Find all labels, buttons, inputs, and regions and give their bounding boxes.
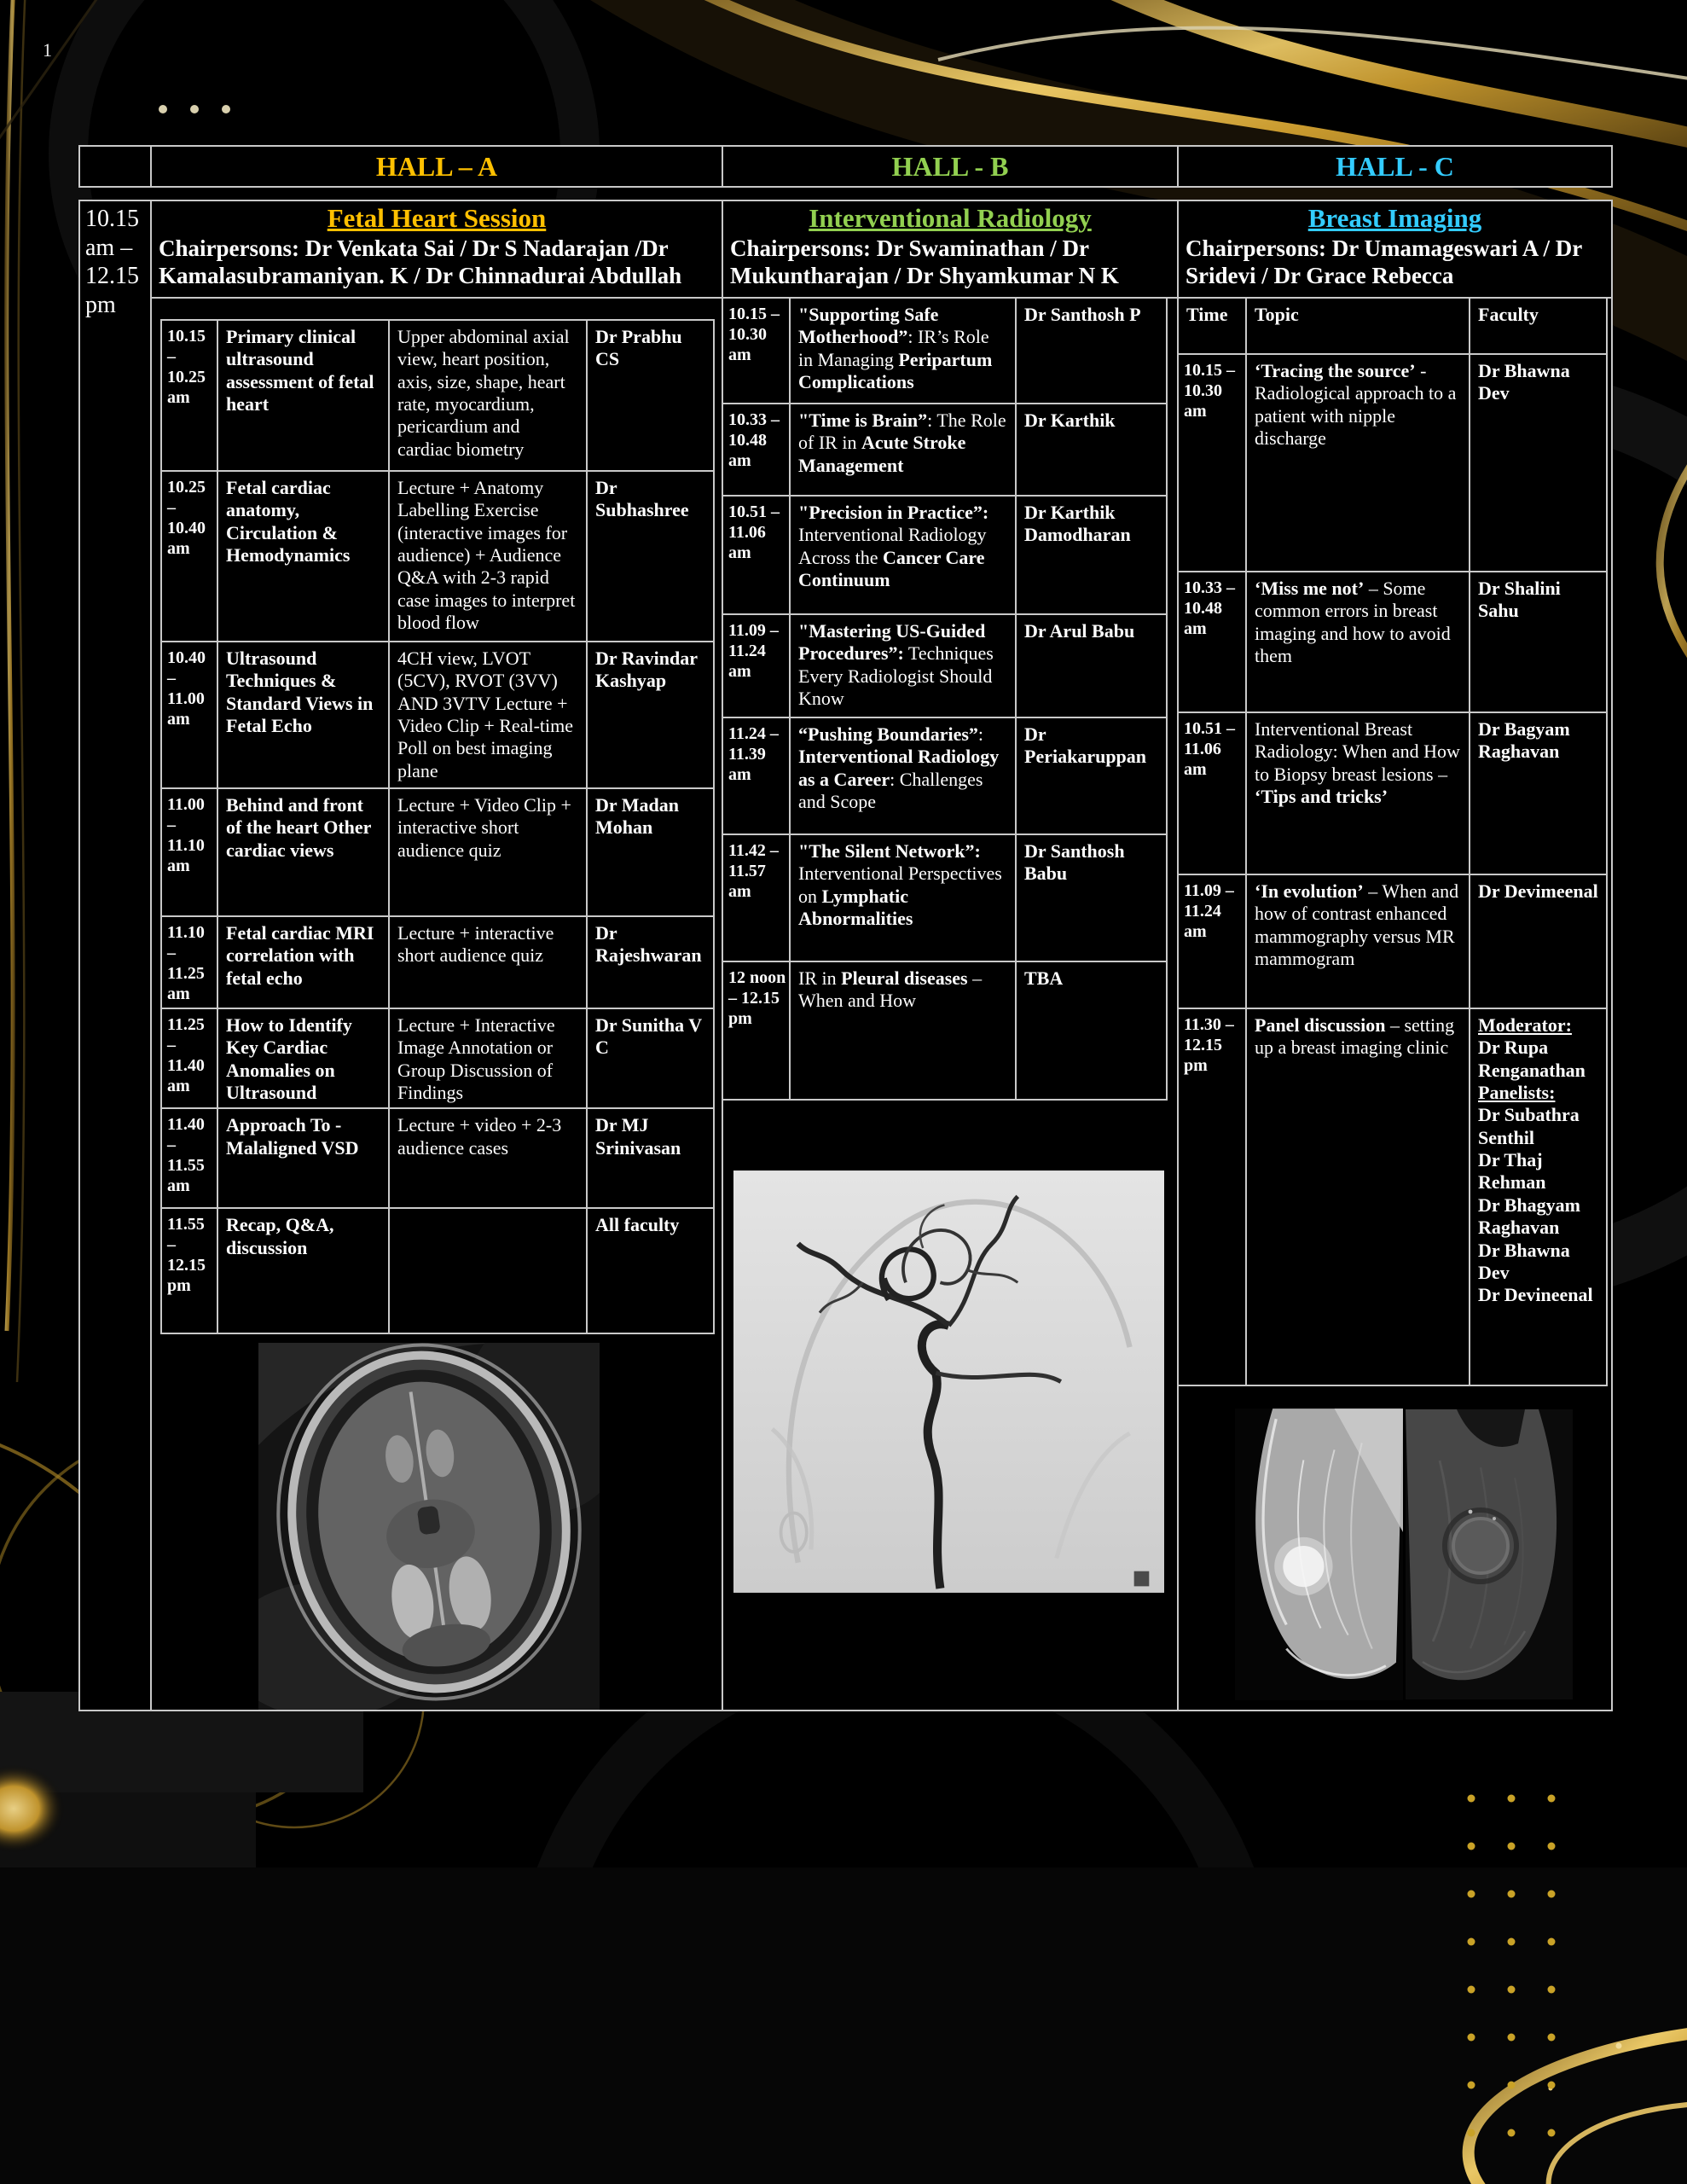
session-faculty-cell: Dr Arul Babu <box>1015 615 1168 717</box>
table-row <box>1179 1008 1606 1385</box>
table-row <box>723 299 1166 403</box>
session-faculty-cell: Dr Rajeshwaran <box>586 917 716 1008</box>
session-topic-cell: ‘In evolution’ – When and how of contrast enhanced mammography versus MR mammogram <box>1245 875 1469 1008</box>
session-description-cell: Lecture + Interactive Image Annotation or Group Discussion of Findings <box>388 1009 586 1108</box>
session-topic-cell: Recap, Q&A, discussion <box>217 1209 388 1333</box>
session-description-cell: Lecture + video + 2-3 audience cases <box>388 1109 586 1207</box>
mammogram-images <box>1235 1409 1611 1700</box>
table-row <box>1179 571 1606 712</box>
table-row <box>723 961 1166 1099</box>
session-faculty-cell: Dr Ravindar Kashyap <box>586 642 716 787</box>
session-time-cell: 11.30 – 12.15 pm <box>1184 1014 1234 1075</box>
hall-c-session-title: Breast Imaging <box>1307 203 1482 233</box>
session-time-cell: 10.25 – 10.40 am <box>167 477 206 558</box>
table-row <box>723 613 1166 717</box>
session-topic-cell: Approach To - Malaligned VSD <box>217 1109 388 1207</box>
table-row <box>723 495 1166 613</box>
table-row <box>162 787 713 915</box>
table-row <box>162 470 713 641</box>
hall-b-session-title: Interventional Radiology <box>809 203 1092 233</box>
session-topic-cell: "Supporting Safe Motherhood”: IR’s Role in Managing Peripartum Complications <box>789 299 1015 403</box>
session-faculty-cell: All faculty <box>586 1209 716 1333</box>
table-row <box>723 834 1166 961</box>
session-topic-cell: "Time is Brain”: The Role of IR in Acute Stroke Management <box>789 404 1015 495</box>
session-time-cell: 10.51 – 11.06 am <box>728 502 780 562</box>
table-row <box>1179 874 1606 1008</box>
session-description-cell: Lecture + Video Clip + interactive short audience quiz <box>388 789 586 915</box>
hall-a-chairpersons: Chairpersons: Dr Venkata Sai / Dr S Nadarajan /Dr Kamalasubramaniyan. K / Dr Chinnadurai Abdullah <box>159 235 682 288</box>
session-topic-cell: Panel discussion – setting up a breast imaging clinic <box>1245 1009 1469 1385</box>
table-row <box>1179 712 1606 874</box>
fetal-cardiac-mri-image <box>258 1343 600 1710</box>
session-time-cell: 10.51 – 11.06 am <box>1184 718 1235 779</box>
session-time-cell: 11.42 – 11.57 am <box>728 840 779 901</box>
cerebral-angiogram-image <box>733 1170 1164 1593</box>
schedule-table <box>78 145 1613 1711</box>
mammogram-image-right <box>1406 1409 1573 1700</box>
session-faculty-cell: Dr Subhashree <box>586 472 716 641</box>
table-row <box>162 321 713 470</box>
session-faculty-cell: TBA <box>1015 962 1168 1099</box>
hall-b-chairpersons: Chairpersons: Dr Swaminathan / Dr Mukuntharajan / Dr Shyamkumar N K <box>730 235 1119 288</box>
page-number: 1 <box>43 39 52 61</box>
faculty-column-header: Faculty <box>1469 299 1608 353</box>
session-topic-cell: ‘Miss me not’ – Some common errors in breast imaging and how to avoid them <box>1245 572 1469 712</box>
session-time-cell: 11.25 – 11.40 am <box>167 1014 205 1095</box>
session-faculty-cell: Dr Prabhu CS <box>586 321 716 470</box>
session-faculty-cell: Dr Devimeenal <box>1469 875 1608 1008</box>
session-time-cell: 10.15 – 10.30 am <box>728 304 780 364</box>
session-time-cell: 12 noon – 12.15 pm <box>728 967 786 1028</box>
hall-a-session-table <box>160 319 715 1335</box>
session-faculty-cell: Dr Periakaruppan <box>1015 718 1168 834</box>
hall-c-chairpersons: Chairpersons: Dr Umamageswari A / Dr Sridevi / Dr Grace Rebecca <box>1186 235 1582 288</box>
session-time-cell: 10.15 – 10.25 am <box>167 326 206 407</box>
session-time-cell: 10.40 – 11.00 am <box>167 648 206 729</box>
schedule-body <box>78 200 1613 1711</box>
session-topic-cell: "Precision in Practice”: Interventional Radiology Across the Cancer Care Continuum <box>789 497 1015 613</box>
hall-a-session-head <box>152 201 722 299</box>
session-description-cell: Upper abdominal axial view, heart position, axis, size, shape, heart rate, myocardium, pericardium and cardiac biometry <box>388 321 586 470</box>
table-row <box>723 403 1166 495</box>
session-topic-cell: How to Identify Key Cardiac Anomalies on Ultrasound <box>217 1009 388 1108</box>
mammogram-image-left <box>1235 1409 1403 1700</box>
session-topic-cell: ‘Tracing the source’ - Radiological approach to a patient with nipple discharge <box>1245 355 1469 571</box>
topic-column-header: Topic <box>1245 299 1469 353</box>
session-time-cell: 11.24 – 11.39 am <box>728 723 779 784</box>
session-topic-cell: IR in Pleural diseases – When and How <box>789 962 1015 1099</box>
corner-cell <box>80 147 150 186</box>
table-row <box>162 641 713 787</box>
session-topic-cell: "Mastering US-Guided Procedures”: Techniques Every Radiologist Should Know <box>789 615 1015 717</box>
hall-b-header: HALL - B <box>722 147 1177 186</box>
session-description-cell: Lecture + interactive short audience quiz <box>388 917 586 1008</box>
hall-a-session-title: Fetal Heart Session <box>327 203 547 233</box>
hall-b-session-table <box>723 299 1168 1101</box>
session-faculty-cell: Dr Karthik Damodharan <box>1015 497 1168 613</box>
session-faculty-cell: Dr Santhosh P <box>1015 299 1168 403</box>
hall-c-session-head <box>1179 201 1611 299</box>
hall-c-session-table <box>1179 299 1608 1386</box>
hall-header-row <box>78 145 1613 188</box>
session-time-cell: 11.10 – 11.25 am <box>167 922 205 1003</box>
session-faculty-cell: Dr Shalini Sahu <box>1469 572 1608 712</box>
session-faculty-cell: Dr Sunitha V C <box>586 1009 716 1108</box>
session-topic-cell: Ultrasound Techniques & Standard Views in Fetal Echo <box>217 642 388 787</box>
session-time-cell: 11.55 – 12.15 pm <box>167 1215 206 1296</box>
hall-b-session-head <box>723 201 1177 299</box>
session-time-cell: 11.40 – 11.55 am <box>167 1115 205 1196</box>
session-faculty-cell: Dr Karthik <box>1015 404 1168 495</box>
session-time-cell: 11.09 – 11.24 am <box>1184 880 1234 941</box>
session-description-cell: 4CH view, LVOT (5CV), RVOT (3VV) AND 3VTV Lecture + Video Clip + Real-time Poll on best imaging plane <box>388 642 586 787</box>
hall-a-header: HALL – A <box>150 147 722 186</box>
session-faculty-cell: Moderator: Dr Rupa Renganathan Panelists: Dr Subathra Senthil Dr Thaj Rehman Dr Bhagyam Raghavan Dr Bhawna Dev Dr Devineenal <box>1469 1009 1608 1385</box>
session-topic-cell: "The Silent Network”: Interventional Perspectives on Lymphatic Abnormalities <box>789 835 1015 961</box>
hall-c-table-header <box>1179 299 1606 353</box>
session-faculty-cell: Dr Madan Mohan <box>586 789 716 915</box>
hall-c-column <box>1177 201 1611 1710</box>
session-time-cell: 11.00 – 11.10 am <box>167 794 205 875</box>
session-time-cell: 10.15 – 10.30 am <box>1184 360 1235 421</box>
session-topic-cell: Primary clinical ultrasound assessment of fetal heart <box>217 321 388 470</box>
session-faculty-cell: Dr MJ Srinivasan <box>586 1109 716 1207</box>
time-slot: 10.15 am – 12.15 pm <box>85 206 139 318</box>
time-column-header: Time <box>1186 303 1228 325</box>
session-faculty-cell: Dr Santhosh Babu <box>1015 835 1168 961</box>
session-topic-cell: Fetal cardiac anatomy, Circulation & Hemodynamics <box>217 472 388 641</box>
session-topic-cell: “Pushing Boundaries”: Interventional Radiology as a Career: Challenges and Scope <box>789 718 1015 834</box>
session-time-cell: 10.33 – 10.48 am <box>728 410 780 470</box>
session-description-cell <box>388 1209 586 1333</box>
session-topic-cell: Behind and front of the heart Other cardiac views <box>217 789 388 915</box>
session-topic-cell: Fetal cardiac MRI correlation with fetal echo <box>217 917 388 1008</box>
hall-c-table-body <box>1179 353 1606 1385</box>
hall-b-column <box>722 201 1177 1710</box>
session-topic-cell: Interventional Breast Radiology: When and How to Biopsy breast lesions – ‘Tips and tricks’ <box>1245 713 1469 874</box>
session-faculty-cell: Dr Bhawna Dev <box>1469 355 1608 571</box>
hall-a-column <box>150 201 722 1710</box>
table-row <box>162 1107 713 1207</box>
table-row <box>1179 353 1606 571</box>
table-row <box>162 1008 713 1108</box>
session-time-cell: 11.09 – 11.24 am <box>728 620 779 681</box>
session-time-cell: 10.33 – 10.48 am <box>1184 578 1235 638</box>
table-row <box>162 1207 713 1333</box>
hall-c-header: HALL - C <box>1177 147 1611 186</box>
session-faculty-cell: Dr Bagyam Raghavan <box>1469 713 1608 874</box>
session-description-cell: Lecture + Anatomy Labelling Exercise (interactive images for audience) + Audience Q&A with 2-3 rapid case images to interpret blood flow <box>388 472 586 641</box>
table-row <box>723 717 1166 834</box>
table-row <box>162 915 713 1008</box>
